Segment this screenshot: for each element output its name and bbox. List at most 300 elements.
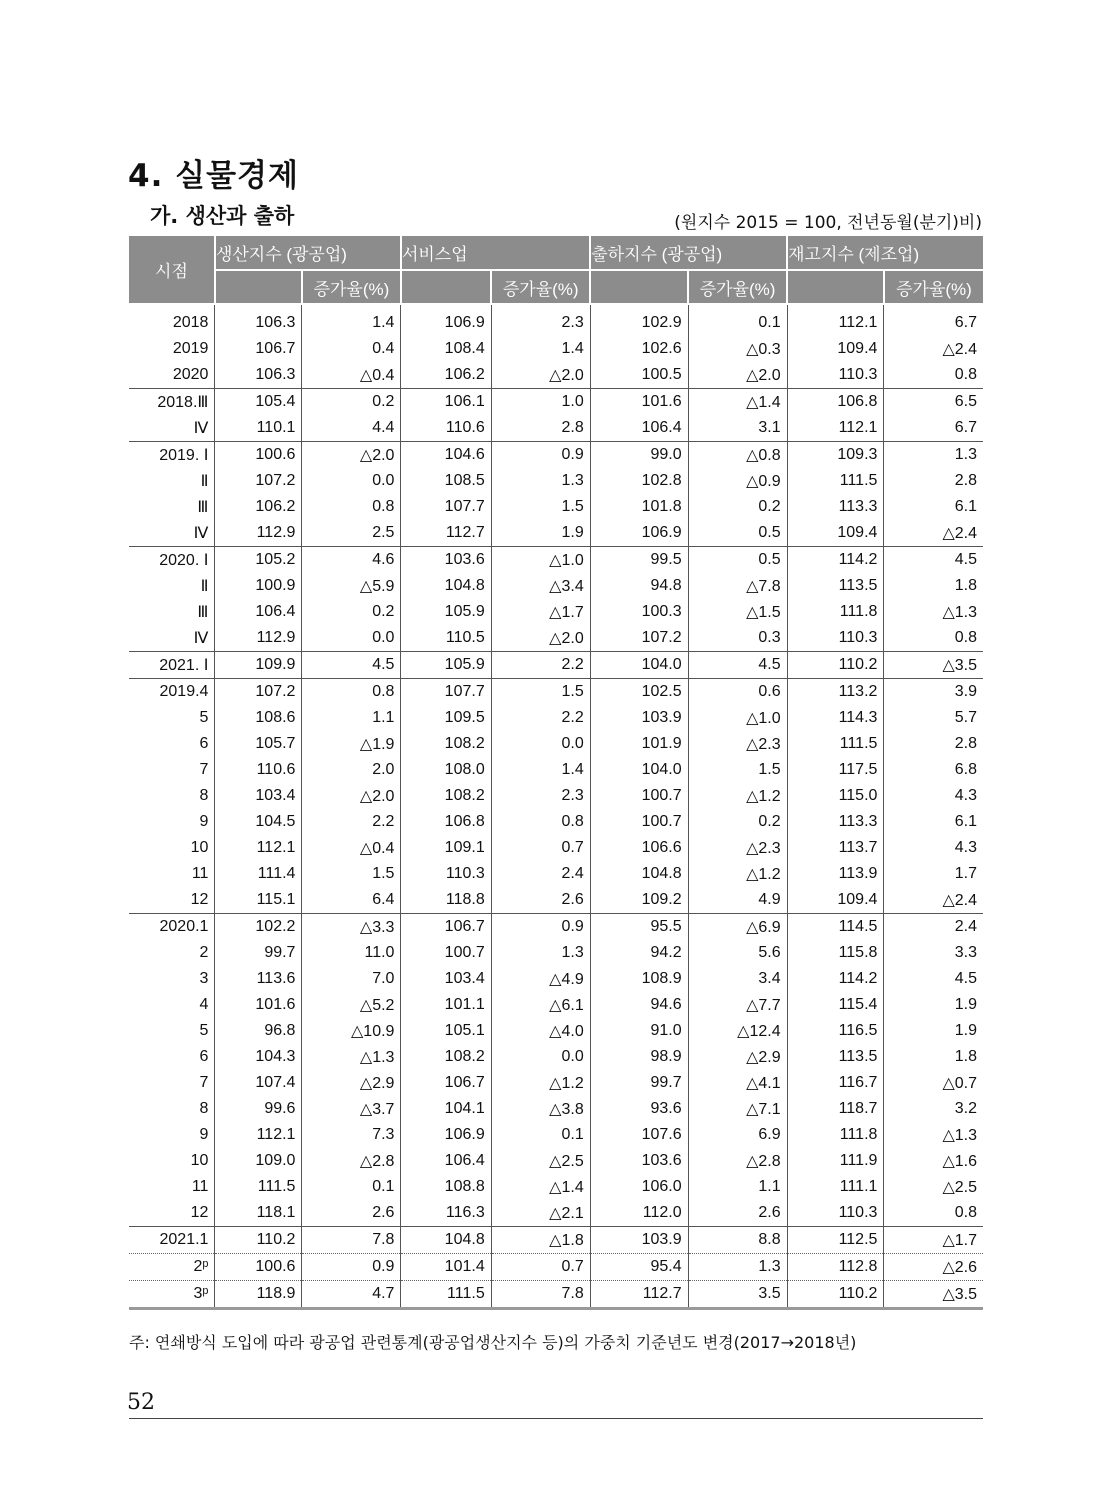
production-index-cell: 104.3 xyxy=(215,1044,302,1070)
inventory-rate-cell: 4.5 xyxy=(884,966,983,992)
table-row xyxy=(129,1148,983,1174)
services-rate-cell: △2.1 xyxy=(491,1200,590,1227)
production-index-cell: 118.1 xyxy=(215,1200,302,1227)
inventory-rate-cell: △2.5 xyxy=(884,1174,983,1200)
table-row xyxy=(129,547,983,574)
inventory-rate-cell: 1.7 xyxy=(884,861,983,887)
shipment-index-cell: 99.0 xyxy=(590,442,688,469)
production-rate-cell: 7.8 xyxy=(302,1227,401,1254)
table-row xyxy=(129,1096,983,1122)
services-rate-cell: 1.9 xyxy=(491,520,590,547)
inventory-index-cell: 113.5 xyxy=(787,573,884,599)
production-rate-cell: 0.9 xyxy=(302,1254,401,1281)
header-production: 생산지수 (광공업) xyxy=(215,236,401,270)
production-rate-cell: 2.2 xyxy=(302,809,401,835)
table-row xyxy=(129,1044,983,1070)
production-rate-cell: 2.5 xyxy=(302,520,401,547)
services-rate-cell: 1.4 xyxy=(491,757,590,783)
production-index-cell: 106.7 xyxy=(215,336,302,362)
production-rate-cell: 4.6 xyxy=(302,547,401,574)
shipment-rate-cell: △0.8 xyxy=(688,442,787,469)
services-rate-cell: 1.3 xyxy=(491,940,590,966)
period-cell: Ⅳ xyxy=(193,525,209,542)
shipment-rate-cell: 3.5 xyxy=(688,1281,787,1309)
shipment-index-cell: 99.5 xyxy=(590,547,688,574)
shipment-rate-cell: 3.1 xyxy=(688,415,787,442)
period-cell: 2ᵖ xyxy=(129,1254,215,1281)
production-index-cell: 113.6 xyxy=(215,966,302,992)
production-index-cell: 104.5 xyxy=(215,809,302,835)
inventory-rate-cell: 6.1 xyxy=(884,494,983,520)
services-index-cell: 101.4 xyxy=(401,1254,491,1281)
services-rate-cell: 0.0 xyxy=(491,1044,590,1070)
shipment-index-cell: 102.9 xyxy=(590,304,688,336)
production-rate-cell: 11.0 xyxy=(302,940,401,966)
production-shipment-table xyxy=(129,236,983,1310)
inventory-rate-cell: △2.6 xyxy=(884,1254,983,1281)
header-services-index xyxy=(401,270,491,304)
production-index-cell: 106.2 xyxy=(215,494,302,520)
production-rate-cell: 7.3 xyxy=(302,1122,401,1148)
services-index-cell: 108.0 xyxy=(401,757,491,783)
inventory-index-cell: 110.3 xyxy=(787,1200,884,1227)
inventory-index-cell: 110.3 xyxy=(787,625,884,652)
period-cell: 11 xyxy=(191,865,209,882)
services-rate-cell: 0.9 xyxy=(491,914,590,941)
services-index-cell: 112.7 xyxy=(401,520,491,547)
inventory-rate-cell: 2.8 xyxy=(884,468,983,494)
inventory-index-cell: 113.2 xyxy=(787,679,884,706)
production-index-cell: 112.1 xyxy=(215,1122,302,1148)
inventory-index-cell: 112.8 xyxy=(787,1254,884,1281)
table-row xyxy=(129,940,983,966)
services-rate-cell: △1.8 xyxy=(491,1227,590,1254)
services-index-cell: 104.1 xyxy=(401,1096,491,1122)
production-rate-cell: △5.9 xyxy=(302,573,401,599)
table-row xyxy=(129,887,983,914)
shipment-index-cell: 94.6 xyxy=(590,992,688,1018)
services-index-cell: 108.2 xyxy=(401,1044,491,1070)
production-index-cell: 110.6 xyxy=(215,757,302,783)
table-row xyxy=(129,1254,983,1281)
header-inventory-index xyxy=(787,270,884,304)
period-cell: 2020.1 xyxy=(129,914,215,941)
services-index-cell: 106.1 xyxy=(401,389,491,416)
shipment-index-cell: 112.7 xyxy=(590,1281,688,1309)
period-cell: 2019. Ⅰ xyxy=(129,442,215,469)
header-production-rate: 증가율(%) xyxy=(302,270,401,304)
shipment-rate-cell: △1.2 xyxy=(688,783,787,809)
services-rate-cell: △2.0 xyxy=(491,625,590,652)
shipment-index-cell: 94.2 xyxy=(590,940,688,966)
inventory-index-cell: 113.7 xyxy=(787,835,884,861)
production-rate-cell: 0.0 xyxy=(302,468,401,494)
inventory-rate-cell: 0.8 xyxy=(884,1200,983,1227)
table-row xyxy=(129,757,983,783)
production-index-cell: 105.4 xyxy=(215,389,302,416)
period-cell: 2020 xyxy=(172,366,209,383)
services-rate-cell: △2.5 xyxy=(491,1148,590,1174)
production-index-cell: 101.6 xyxy=(215,992,302,1018)
shipment-rate-cell: 0.1 xyxy=(688,304,787,336)
period-cell: Ⅳ xyxy=(193,630,209,647)
inventory-index-cell: 109.4 xyxy=(787,887,884,914)
production-rate-cell: △1.3 xyxy=(302,1044,401,1070)
inventory-index-cell: 115.8 xyxy=(787,940,884,966)
inventory-rate-cell: 1.3 xyxy=(884,442,983,469)
services-index-cell: 105.1 xyxy=(401,1018,491,1044)
shipment-rate-cell: 6.9 xyxy=(688,1122,787,1148)
shipment-rate-cell: △2.0 xyxy=(688,362,787,389)
inventory-rate-cell: 6.8 xyxy=(884,757,983,783)
inventory-index-cell: 114.5 xyxy=(787,914,884,941)
inventory-index-cell: 111.5 xyxy=(787,468,884,494)
inventory-index-cell: 113.3 xyxy=(787,809,884,835)
shipment-index-cell: 94.8 xyxy=(590,573,688,599)
inventory-index-cell: 114.2 xyxy=(787,966,884,992)
shipment-index-cell: 99.7 xyxy=(590,1070,688,1096)
inventory-index-cell: 112.1 xyxy=(787,304,884,336)
table-row xyxy=(129,336,983,362)
services-rate-cell: 0.7 xyxy=(491,1254,590,1281)
period-cell: 6 xyxy=(199,1048,209,1065)
table-row xyxy=(129,1122,983,1148)
period-cell: 2018.Ⅲ xyxy=(129,389,215,416)
shipment-rate-cell: 1.3 xyxy=(688,1254,787,1281)
production-index-cell: 111.5 xyxy=(215,1174,302,1200)
production-index-cell: 112.1 xyxy=(215,835,302,861)
table-row xyxy=(129,992,983,1018)
services-rate-cell: 0.8 xyxy=(491,809,590,835)
services-rate-cell: △1.7 xyxy=(491,599,590,625)
period-cell: 2019 xyxy=(172,340,209,357)
production-rate-cell: 0.8 xyxy=(302,494,401,520)
shipment-rate-cell: 8.8 xyxy=(688,1227,787,1254)
production-index-cell: 110.1 xyxy=(215,415,302,442)
section-title: 4. 실물경제 xyxy=(128,158,299,194)
inventory-rate-cell: 2.8 xyxy=(884,731,983,757)
services-index-cell: 108.5 xyxy=(401,468,491,494)
production-index-cell: 99.7 xyxy=(215,940,302,966)
inventory-rate-cell: 0.8 xyxy=(884,625,983,652)
services-index-cell: 116.3 xyxy=(401,1200,491,1227)
production-rate-cell: △2.8 xyxy=(302,1148,401,1174)
inventory-rate-cell: △1.3 xyxy=(884,599,983,625)
period-cell: 8 xyxy=(199,1100,209,1117)
inventory-rate-cell: 2.4 xyxy=(884,914,983,941)
shipment-rate-cell: 0.6 xyxy=(688,679,787,706)
shipment-index-cell: 104.0 xyxy=(590,757,688,783)
inventory-index-cell: 111.1 xyxy=(787,1174,884,1200)
production-index-cell: 110.2 xyxy=(215,1227,302,1254)
services-rate-cell: 1.4 xyxy=(491,336,590,362)
shipment-rate-cell: 5.6 xyxy=(688,940,787,966)
services-rate-cell: △4.0 xyxy=(491,1018,590,1044)
production-index-cell: 115.1 xyxy=(215,887,302,914)
period-cell: 3ᵖ xyxy=(129,1281,215,1309)
shipment-rate-cell: 0.5 xyxy=(688,547,787,574)
period-cell: 2021. Ⅰ xyxy=(129,652,215,679)
services-index-cell: 105.9 xyxy=(401,652,491,679)
shipment-index-cell: 101.6 xyxy=(590,389,688,416)
services-rate-cell: 1.5 xyxy=(491,679,590,706)
period-cell: 2021.1 xyxy=(129,1227,215,1254)
services-rate-cell: 0.9 xyxy=(491,442,590,469)
table-row xyxy=(129,861,983,887)
inventory-rate-cell: △2.4 xyxy=(884,336,983,362)
inventory-index-cell: 109.4 xyxy=(787,336,884,362)
production-rate-cell: 0.1 xyxy=(302,1174,401,1200)
inventory-index-cell: 113.5 xyxy=(787,1044,884,1070)
inventory-rate-cell: △1.7 xyxy=(884,1227,983,1254)
inventory-index-cell: 114.2 xyxy=(787,547,884,574)
production-index-cell: 109.9 xyxy=(215,652,302,679)
inventory-rate-cell: △3.5 xyxy=(884,1281,983,1309)
production-rate-cell: 0.2 xyxy=(302,599,401,625)
inventory-index-cell: 109.4 xyxy=(787,520,884,547)
table-row xyxy=(129,1174,983,1200)
period-cell: Ⅲ xyxy=(197,604,209,621)
production-rate-cell: 2.6 xyxy=(302,1200,401,1227)
table-row xyxy=(129,809,983,835)
table-row xyxy=(129,731,983,757)
inventory-index-cell: 116.5 xyxy=(787,1018,884,1044)
sub-title: 가. 생산과 출하 xyxy=(150,204,295,228)
period-cell: 9 xyxy=(199,1126,209,1143)
shipment-rate-cell: △7.8 xyxy=(688,573,787,599)
production-rate-cell: 7.0 xyxy=(302,966,401,992)
period-cell: 3 xyxy=(199,970,209,987)
shipment-rate-cell: △1.0 xyxy=(688,705,787,731)
inventory-index-cell: 111.8 xyxy=(787,1122,884,1148)
shipment-index-cell: 101.9 xyxy=(590,731,688,757)
shipment-index-cell: 93.6 xyxy=(590,1096,688,1122)
period-cell: 5 xyxy=(199,709,209,726)
inventory-rate-cell: 1.8 xyxy=(884,573,983,599)
services-index-cell: 106.8 xyxy=(401,809,491,835)
unit-note: (원지수 2015 = 100, 전년동월(분기)비) xyxy=(674,213,982,233)
inventory-index-cell: 118.7 xyxy=(787,1096,884,1122)
shipment-rate-cell: △0.3 xyxy=(688,336,787,362)
shipment-index-cell: 100.7 xyxy=(590,783,688,809)
services-index-cell: 104.6 xyxy=(401,442,491,469)
table-row xyxy=(129,914,983,941)
inventory-rate-cell: △2.4 xyxy=(884,887,983,914)
services-rate-cell: 0.1 xyxy=(491,1122,590,1148)
period-cell: 10 xyxy=(190,839,209,856)
table-row xyxy=(129,783,983,809)
production-rate-cell: 0.2 xyxy=(302,389,401,416)
production-rate-cell: 4.7 xyxy=(302,1281,401,1309)
shipment-index-cell: 103.9 xyxy=(590,705,688,731)
shipment-index-cell: 102.5 xyxy=(590,679,688,706)
services-index-cell: 106.7 xyxy=(401,914,491,941)
shipment-rate-cell: △7.1 xyxy=(688,1096,787,1122)
inventory-rate-cell: △3.5 xyxy=(884,652,983,679)
shipment-index-cell: 102.6 xyxy=(590,336,688,362)
inventory-index-cell: 115.0 xyxy=(787,783,884,809)
shipment-index-cell: 101.8 xyxy=(590,494,688,520)
table-row xyxy=(129,1281,983,1309)
shipment-index-cell: 103.9 xyxy=(590,1227,688,1254)
header-inventory: 재고지수 (제조업) xyxy=(787,236,983,270)
inventory-index-cell: 106.8 xyxy=(787,389,884,416)
inventory-index-cell: 109.3 xyxy=(787,442,884,469)
inventory-rate-cell: △0.7 xyxy=(884,1070,983,1096)
production-rate-cell: 2.0 xyxy=(302,757,401,783)
table-row xyxy=(129,599,983,625)
production-index-cell: 111.4 xyxy=(215,861,302,887)
services-index-cell: 104.8 xyxy=(401,1227,491,1254)
period-cell: 12 xyxy=(190,1204,209,1221)
table-row xyxy=(129,835,983,861)
inventory-index-cell: 112.5 xyxy=(787,1227,884,1254)
inventory-index-cell: 111.5 xyxy=(787,731,884,757)
production-index-cell: 106.3 xyxy=(215,362,302,389)
table-row xyxy=(129,442,983,469)
production-index-cell: 100.6 xyxy=(215,1254,302,1281)
inventory-rate-cell: 4.5 xyxy=(884,547,983,574)
shipment-index-cell: 104.0 xyxy=(590,652,688,679)
period-cell: 11 xyxy=(191,1178,209,1195)
period-cell: 8 xyxy=(199,787,209,804)
production-rate-cell: △3.7 xyxy=(302,1096,401,1122)
header-shipment: 출하지수 (광공업) xyxy=(590,236,787,270)
services-rate-cell: △1.0 xyxy=(491,547,590,574)
services-rate-cell: 1.5 xyxy=(491,494,590,520)
services-rate-cell: 2.2 xyxy=(491,652,590,679)
services-index-cell: 106.2 xyxy=(401,362,491,389)
period-cell: 2018 xyxy=(172,314,209,331)
table-row xyxy=(129,362,983,389)
period-cell: 7 xyxy=(199,1074,209,1091)
period-cell: 5 xyxy=(199,1022,209,1039)
production-rate-cell: △10.9 xyxy=(302,1018,401,1044)
header-inventory-rate: 증가율(%) xyxy=(884,270,983,304)
services-index-cell: 106.7 xyxy=(401,1070,491,1096)
shipment-index-cell: 100.3 xyxy=(590,599,688,625)
inventory-rate-cell: 6.7 xyxy=(884,415,983,442)
shipment-index-cell: 104.8 xyxy=(590,861,688,887)
inventory-index-cell: 112.1 xyxy=(787,415,884,442)
period-cell: 10 xyxy=(190,1152,209,1169)
shipment-rate-cell: 0.3 xyxy=(688,625,787,652)
production-rate-cell: △0.4 xyxy=(302,835,401,861)
services-index-cell: 108.8 xyxy=(401,1174,491,1200)
production-index-cell: 107.2 xyxy=(215,679,302,706)
table-row xyxy=(129,494,983,520)
shipment-rate-cell: △2.8 xyxy=(688,1148,787,1174)
period-cell: Ⅲ xyxy=(197,499,209,516)
services-rate-cell: 0.0 xyxy=(491,731,590,757)
production-index-cell: 99.6 xyxy=(215,1096,302,1122)
services-index-cell: 110.5 xyxy=(401,625,491,652)
services-index-cell: 106.9 xyxy=(401,1122,491,1148)
production-index-cell: 107.2 xyxy=(215,468,302,494)
shipment-rate-cell: 1.5 xyxy=(688,757,787,783)
production-rate-cell: △2.9 xyxy=(302,1070,401,1096)
footnote: 주: 연쇄방식 도입에 따라 광공업 관련통계(광공업생산지수 등)의 가중치 기준년도 변경(2017→2018년) xyxy=(129,1333,857,1352)
page-number: 52 xyxy=(127,1390,155,1415)
header-services: 서비스업 xyxy=(401,236,590,270)
shipment-rate-cell: △2.3 xyxy=(688,731,787,757)
services-rate-cell: △1.4 xyxy=(491,1174,590,1200)
shipment-index-cell: 106.4 xyxy=(590,415,688,442)
shipment-index-cell: 103.6 xyxy=(590,1148,688,1174)
production-index-cell: 109.0 xyxy=(215,1148,302,1174)
period-cell: 6 xyxy=(199,735,209,752)
period-cell: 2019.4 xyxy=(129,679,215,706)
production-index-cell: 106.3 xyxy=(215,304,302,336)
table-row xyxy=(129,304,983,336)
services-index-cell: 106.9 xyxy=(401,304,491,336)
period-cell: Ⅳ xyxy=(193,420,209,437)
services-index-cell: 109.5 xyxy=(401,705,491,731)
production-rate-cell: △2.0 xyxy=(302,783,401,809)
production-index-cell: 112.9 xyxy=(215,520,302,547)
shipment-index-cell: 106.6 xyxy=(590,835,688,861)
production-index-cell: 103.4 xyxy=(215,783,302,809)
production-rate-cell: △5.2 xyxy=(302,992,401,1018)
shipment-rate-cell: △1.5 xyxy=(688,599,787,625)
inventory-index-cell: 110.3 xyxy=(787,362,884,389)
production-rate-cell: 6.4 xyxy=(302,887,401,914)
services-rate-cell: 2.3 xyxy=(491,783,590,809)
shipment-rate-cell: 4.9 xyxy=(688,887,787,914)
services-index-cell: 107.7 xyxy=(401,679,491,706)
shipment-index-cell: 95.5 xyxy=(590,914,688,941)
header-shipment-index xyxy=(590,270,688,304)
inventory-rate-cell: △1.3 xyxy=(884,1122,983,1148)
shipment-index-cell: 91.0 xyxy=(590,1018,688,1044)
services-index-cell: 108.2 xyxy=(401,731,491,757)
inventory-rate-cell: 3.3 xyxy=(884,940,983,966)
shipment-index-cell: 106.9 xyxy=(590,520,688,547)
table-row xyxy=(129,652,983,679)
inventory-rate-cell: 1.8 xyxy=(884,1044,983,1070)
production-rate-cell: 1.4 xyxy=(302,304,401,336)
production-index-cell: 100.6 xyxy=(215,442,302,469)
inventory-rate-cell: △2.4 xyxy=(884,520,983,547)
header-shipment-rate: 증가율(%) xyxy=(688,270,787,304)
production-rate-cell: 4.5 xyxy=(302,652,401,679)
table-body xyxy=(129,304,983,1309)
shipment-rate-cell: 1.1 xyxy=(688,1174,787,1200)
shipment-index-cell: 109.2 xyxy=(590,887,688,914)
header-services-rate: 증가율(%) xyxy=(491,270,590,304)
shipment-index-cell: 95.4 xyxy=(590,1254,688,1281)
services-rate-cell: 0.7 xyxy=(491,835,590,861)
shipment-rate-cell: 0.2 xyxy=(688,494,787,520)
inventory-index-cell: 115.4 xyxy=(787,992,884,1018)
services-rate-cell: △3.4 xyxy=(491,573,590,599)
production-index-cell: 112.9 xyxy=(215,625,302,652)
production-rate-cell: 1.1 xyxy=(302,705,401,731)
services-index-cell: 110.3 xyxy=(401,861,491,887)
shipment-index-cell: 102.8 xyxy=(590,468,688,494)
shipment-rate-cell: △6.9 xyxy=(688,914,787,941)
services-index-cell: 105.9 xyxy=(401,599,491,625)
period-cell: Ⅱ xyxy=(200,578,209,595)
period-cell: 7 xyxy=(199,761,209,778)
inventory-index-cell: 113.3 xyxy=(787,494,884,520)
period-cell: 9 xyxy=(199,813,209,830)
inventory-rate-cell: 3.2 xyxy=(884,1096,983,1122)
table-row xyxy=(129,389,983,416)
production-index-cell: 105.7 xyxy=(215,731,302,757)
shipment-index-cell: 112.0 xyxy=(590,1200,688,1227)
shipment-rate-cell: 0.2 xyxy=(688,809,787,835)
